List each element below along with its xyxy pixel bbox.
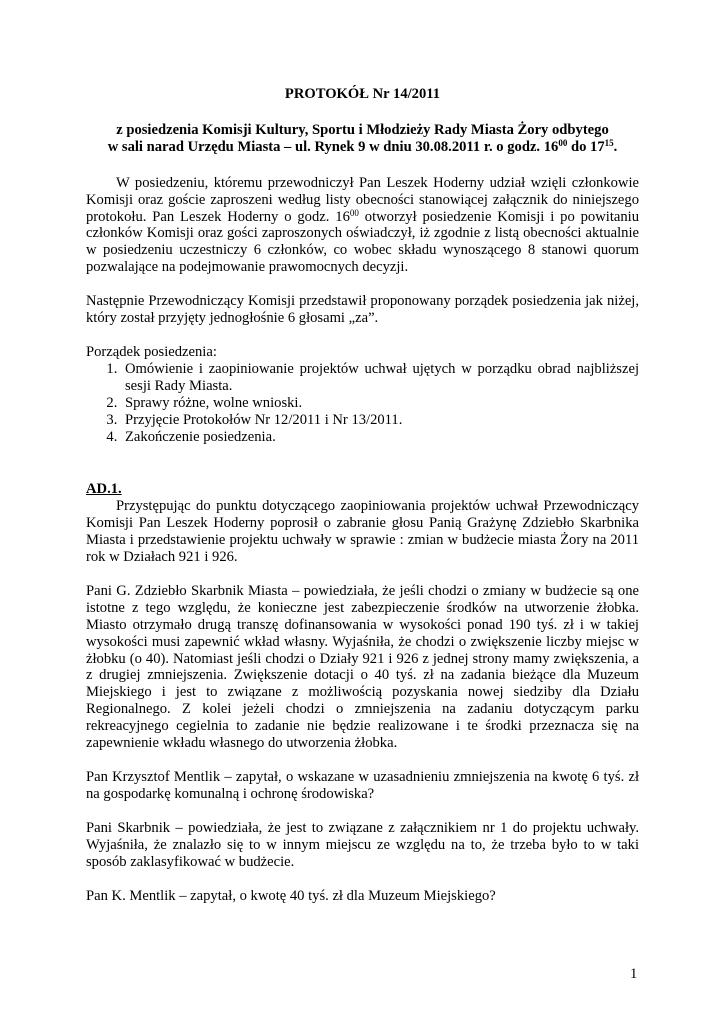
agenda-list xyxy=(86,361,639,446)
agenda-item: 1. Omówienie i zaopiniowanie projektów uchwał ujętych w porządku obrad najbliższej sesji Rady Miasta. xyxy=(121,361,639,395)
subtitle-line2-a: w sali narad Urzędu Miasta – ul. Rynek 9 w dniu 30.08.2011 r. o godz. 16 xyxy=(107,138,559,155)
end-time-minutes: 15 xyxy=(604,137,614,148)
intro-text-b: otworzył posiedzenie Komisji i po powitaniu członków Komisji oraz gości zaproszonych oświadczył, iż zgodnie z listą obecności aktualnie w posiedzeniu uczestniczy 6 członków, co wobec składu wynoszącego 8 stanowi quorum pozwalające na podejmowanie prawomocnych decyzji. xyxy=(86,208,639,276)
ad1-paragraph: Przystępując do punktu dotyczącego zaopiniowania projektów uchwał Przewodniczący Komisji Pan Leszek Hoderny poprosił o zabranie głosu Panią Grażynę Zdziebło Skarbnika Miasta i przedstawienie projektu uchwały w sprawie : zmian w budżecie miasta Żory na 2011 rok w Działach 921 i 926. xyxy=(86,498,639,566)
skarbnik-answer: Pani Skarbnik – powiedziała, że jest to związane z załącznikiem nr 1 do projektu uchwały. Wyjaśniła, że znalazło się to w innym miejscu ze względu na to, że trzeba było to w taki sposób zaklasyfikować w budżecie. xyxy=(86,819,639,870)
agenda-label: Porządek posiedzenia: xyxy=(86,343,217,360)
subtitle-line2-b: do 17 xyxy=(567,138,605,155)
document-page xyxy=(86,86,639,904)
mentlik-question-1: Pan Krzysztof Mentlik – zapytał, o wskazane w uzasadnieniu zmniejszenia na kwotę 6 tyś. zł na gospodarkę komunalną i ochronę środowiska? xyxy=(86,769,639,802)
mentlik-question-2: Pan K. Mentlik – zapytał, o kwotę 40 tyś. zł dla Muzeum Miejskiego? xyxy=(86,887,496,904)
intro-time-minutes: 00 xyxy=(349,207,359,218)
agenda-intro-paragraph: Następnie Przewodniczący Komisji przedstawił proponowany porządek posiedzenia jak niżej, który został przyjęty jednogłośnie 6 głosami „za”. xyxy=(86,293,639,327)
subtitle-line2-c: . xyxy=(613,138,618,155)
document-title: PROTOKÓŁ Nr 14/2011 xyxy=(284,86,441,102)
start-time-minutes: 00 xyxy=(558,137,568,148)
zdzieblo-paragraph: Pani G. Zdziebło Skarbnik Miasta – powiedziała, że jeśli chodzi o zmiany w budżecie są one istotne z tego względu, że konieczne jest zabezpieczenie środków na utworzenie żłobka. Miasto otrzymało drugą transzę dofinansowania w wysokości ponad 190 tyś. zł i w takiej wysokości musi zapewnić wkład własny. Wyjaśniła, że chodzi o zwiększenie liczby miejsc w żłobku (o 40). Natomiast jeśli chodzi o Działy 921 i 926 z jednej strony mamy zwiększenia, a z drugiej zmniejszenia. Zwiększenie dotacji o 40 tyś. zł na zadania bieżące dla Muzeum Miejskiego i jest to związane z możliwością pozyskania nowej siedziby dla Działu Regionalnego. Z kolei jeżeli chodzi o zmniejszenia na zadaniu dotyczącym parku rekreacyjnego cegielnia to zadanie nie będzie realizowane i te środki przeznacza się na zapewnienie wkładu własnego do utworzenia żłobka. xyxy=(86,582,639,752)
document-subtitle xyxy=(86,122,639,156)
intro-paragraph xyxy=(86,175,639,276)
agenda-item: 3. Przyjęcie Protokołów Nr 12/2011 i Nr 13/2011. xyxy=(121,412,639,429)
page-number: 1 xyxy=(630,966,638,982)
agenda-item: 2. Sprawy różne, wolne wnioski. xyxy=(121,395,639,412)
subtitle-line1: z posiedzenia Komisji Kultury, Sportu i Młodzieży Rady Miasta Żory odbytego xyxy=(116,121,609,138)
ad1-heading: AD.1. xyxy=(86,481,122,498)
intro-text-a: W posiedzeniu, któremu przewodniczył Pan Leszek Hoderny udział wzięli członkowie Komisji oraz goście zaproszeni według listy obecności stanowiącej załącznik do niniejszego protokołu. Pan Leszek Hoderny o godz. 16 xyxy=(86,174,639,225)
agenda-item: 4. Zakończenie posiedzenia. xyxy=(121,429,639,446)
